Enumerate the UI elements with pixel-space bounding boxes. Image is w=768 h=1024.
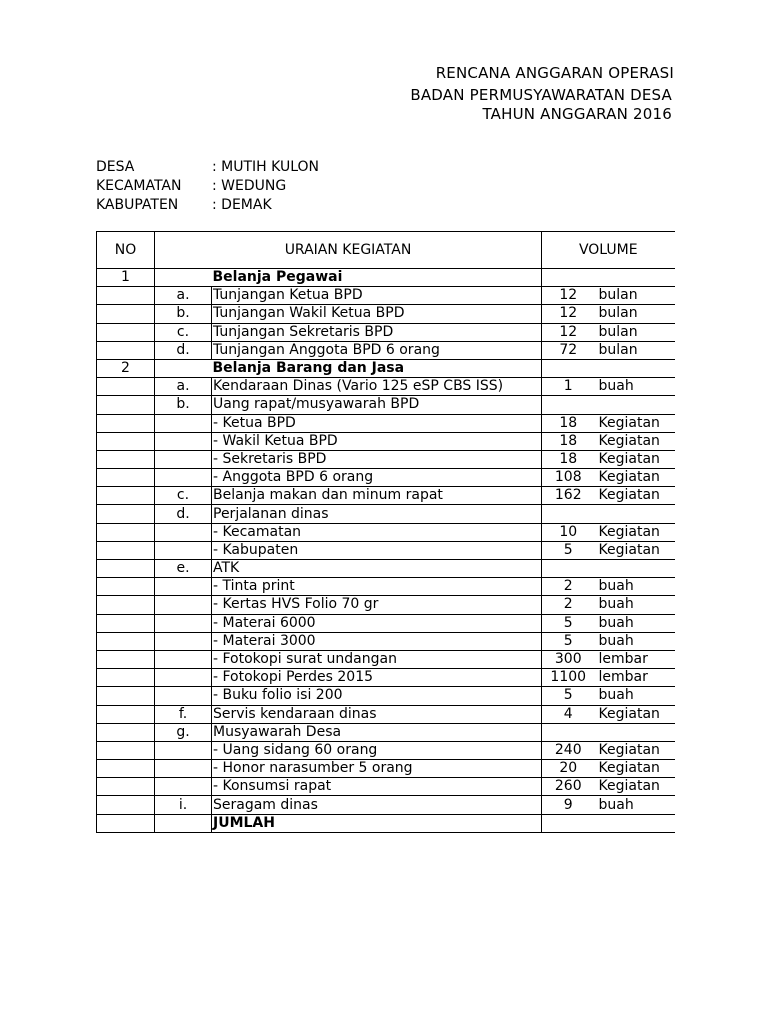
cell-sub: a.	[155, 378, 212, 396]
cell-no	[97, 469, 155, 487]
cell-no	[97, 760, 155, 778]
info-label: KABUPATEN	[96, 197, 179, 213]
info-value: : DEMAK	[212, 197, 272, 213]
cell-no	[97, 669, 155, 687]
cell-no	[97, 723, 155, 741]
title-line-1: RENCANA ANGGARAN OPERASI	[435, 64, 674, 82]
cell-desc: Kendaraan Dinas (Vario 125 eSP CBS ISS)	[212, 378, 542, 396]
cell-qty: 72	[542, 341, 595, 359]
cell-no: 1	[97, 269, 155, 287]
cell-no	[97, 778, 155, 796]
cell-sub	[155, 541, 212, 559]
cell-desc: - Ketua BPD	[212, 414, 542, 432]
cell-unit: buah	[595, 796, 675, 814]
budget-table	[96, 231, 675, 833]
cell-unit: Kegiatan	[595, 778, 675, 796]
cell-sub	[155, 650, 212, 668]
cell-sub: c.	[155, 323, 212, 341]
cell-no	[97, 705, 155, 723]
cell-qty: 108	[542, 469, 595, 487]
info-label: KECAMATAN	[96, 178, 182, 194]
cell-unit: buah	[595, 378, 675, 396]
cell-unit: Kegiatan	[595, 760, 675, 778]
cell-qty	[542, 505, 595, 523]
cell-desc: Belanja Pegawai	[212, 269, 542, 287]
table-row	[97, 705, 675, 723]
table-row	[97, 723, 675, 741]
cell-sub	[155, 414, 212, 432]
cell-qty: 18	[542, 414, 595, 432]
cell-unit: buah	[595, 614, 675, 632]
cell-qty: 162	[542, 487, 595, 505]
cell-unit: bulan	[595, 305, 675, 323]
cell-sub	[155, 760, 212, 778]
cell-desc: Uang rapat/musyawarah BPD	[212, 396, 542, 414]
cell-no	[97, 378, 155, 396]
table-row	[97, 650, 675, 668]
cell-sub: d.	[155, 505, 212, 523]
cell-desc: Musyawarah Desa	[212, 723, 542, 741]
info-value: : MUTIH KULON	[212, 159, 319, 175]
cell-desc: Tunjangan Sekretaris BPD	[212, 323, 542, 341]
cell-desc: Belanja Barang dan Jasa	[212, 359, 542, 377]
table-row	[97, 378, 675, 396]
table-header-row	[97, 232, 675, 269]
cell-qty: 240	[542, 741, 595, 759]
info-value: : WEDUNG	[212, 178, 287, 194]
cell-sub: b.	[155, 305, 212, 323]
cell-sub	[155, 269, 212, 287]
table-row	[97, 323, 675, 341]
cell-qty: 5	[542, 687, 595, 705]
cell-no: 2	[97, 359, 155, 377]
cell-no	[97, 632, 155, 650]
cell-desc: - Wakil Ketua BPD	[212, 432, 542, 450]
cell-qty: 4	[542, 705, 595, 723]
table-row	[97, 669, 675, 687]
cell-sub: a.	[155, 287, 212, 305]
cell-no	[97, 578, 155, 596]
cell-sub: c.	[155, 487, 212, 505]
cell-no	[97, 305, 155, 323]
cell-no	[97, 687, 155, 705]
cell-desc: Servis kendaraan dinas	[212, 705, 542, 723]
cell-desc: - Tinta print	[212, 578, 542, 596]
cell-qty: 5	[542, 614, 595, 632]
cell-unit	[595, 723, 675, 741]
info-row-kabupaten	[96, 197, 272, 213]
cell-desc: - Materai 6000	[212, 614, 542, 632]
cell-qty: 12	[542, 305, 595, 323]
cell-no	[97, 650, 155, 668]
cell-qty: 260	[542, 778, 595, 796]
cell-unit	[595, 396, 675, 414]
table-row	[97, 269, 675, 287]
cell-no	[97, 414, 155, 432]
cell-unit: bulan	[595, 287, 675, 305]
cell-qty: 2	[542, 596, 595, 614]
cell-no	[97, 323, 155, 341]
cell-unit: Kegiatan	[595, 432, 675, 450]
cell-desc: Belanja makan dan minum rapat	[212, 487, 542, 505]
table-row	[97, 396, 675, 414]
cell-unit: Kegiatan	[595, 705, 675, 723]
cell-desc: Tunjangan Ketua BPD	[212, 287, 542, 305]
cell-qty	[542, 560, 595, 578]
table-row	[97, 450, 675, 468]
info-label: DESA	[96, 159, 135, 175]
cell-sub: f.	[155, 705, 212, 723]
cell-no	[97, 541, 155, 559]
cell-unit: buah	[595, 687, 675, 705]
cell-unit: buah	[595, 578, 675, 596]
table-row	[97, 541, 675, 559]
cell-no	[97, 741, 155, 759]
header-volume: VOLUME	[542, 232, 675, 269]
table-row	[97, 578, 675, 596]
cell-sub	[155, 687, 212, 705]
cell-sub: d.	[155, 341, 212, 359]
cell-desc: - Fotokopi surat undangan	[212, 650, 542, 668]
cell-no	[97, 287, 155, 305]
cell-desc: - Fotokopi Perdes 2015	[212, 669, 542, 687]
cell-no	[97, 396, 155, 414]
cell-unit: Kegiatan	[595, 450, 675, 468]
cell-qty: 9	[542, 796, 595, 814]
cell-qty	[542, 396, 595, 414]
cell-no	[97, 341, 155, 359]
cell-no	[97, 523, 155, 541]
cell-sub	[155, 632, 212, 650]
cell-volume	[542, 359, 675, 377]
cell-desc: Perjalanan dinas	[212, 505, 542, 523]
cell-volume	[542, 269, 675, 287]
cell-sub: g.	[155, 723, 212, 741]
table-row	[97, 778, 675, 796]
cell-desc: - Kertas HVS Folio 70 gr	[212, 596, 542, 614]
cell-volume	[542, 814, 675, 832]
cell-unit: Kegiatan	[595, 469, 675, 487]
cell-unit: buah	[595, 596, 675, 614]
cell-desc: Tunjangan Wakil Ketua BPD	[212, 305, 542, 323]
cell-unit: Kegiatan	[595, 414, 675, 432]
cell-unit: lembar	[595, 650, 675, 668]
table-row	[97, 614, 675, 632]
cell-qty: 18	[542, 450, 595, 468]
cell-no	[97, 814, 155, 832]
cell-unit	[595, 560, 675, 578]
cell-sub	[155, 450, 212, 468]
cell-desc: Seragam dinas	[212, 796, 542, 814]
cell-unit: Kegiatan	[595, 541, 675, 559]
cell-sub: b.	[155, 396, 212, 414]
cell-qty: 20	[542, 760, 595, 778]
cell-desc: - Kecamatan	[212, 523, 542, 541]
table-row	[97, 287, 675, 305]
cell-unit: buah	[595, 632, 675, 650]
table-row	[97, 505, 675, 523]
cell-no	[97, 614, 155, 632]
cell-qty: 12	[542, 287, 595, 305]
cell-unit: Kegiatan	[595, 741, 675, 759]
cell-qty: 2	[542, 578, 595, 596]
cell-desc: - Anggota BPD 6 orang	[212, 469, 542, 487]
cell-sub	[155, 469, 212, 487]
title-line-3: TAHUN ANGGARAN 2016	[482, 105, 672, 123]
cell-no	[97, 596, 155, 614]
cell-qty: 300	[542, 650, 595, 668]
cell-qty: 5	[542, 541, 595, 559]
cell-qty	[542, 723, 595, 741]
table-row	[97, 523, 675, 541]
cell-desc: Tunjangan Anggota BPD 6 orang	[212, 341, 542, 359]
table-row	[97, 760, 675, 778]
cell-sub	[155, 432, 212, 450]
cell-unit: bulan	[595, 341, 675, 359]
cell-unit: lembar	[595, 669, 675, 687]
cell-unit: bulan	[595, 323, 675, 341]
cell-desc: - Konsumsi rapat	[212, 778, 542, 796]
cell-no	[97, 432, 155, 450]
cell-desc: - Materai 3000	[212, 632, 542, 650]
cell-sub	[155, 578, 212, 596]
table-row	[97, 814, 675, 832]
cell-no	[97, 560, 155, 578]
cell-desc: - Uang sidang 60 orang	[212, 741, 542, 759]
cell-unit	[595, 505, 675, 523]
cell-no	[97, 450, 155, 468]
header-uraian: URAIAN KEGIATAN	[155, 232, 542, 269]
table-row	[97, 359, 675, 377]
header-no: NO	[97, 232, 155, 269]
cell-desc: ATK	[212, 560, 542, 578]
cell-qty: 10	[542, 523, 595, 541]
table-row	[97, 414, 675, 432]
cell-desc: - Kabupaten	[212, 541, 542, 559]
cell-total-label: JUMLAH	[212, 814, 542, 832]
cell-desc: - Sekretaris BPD	[212, 450, 542, 468]
cell-desc: - Buku folio isi 200	[212, 687, 542, 705]
cell-qty: 1	[542, 378, 595, 396]
table-row	[97, 305, 675, 323]
cell-sub	[155, 814, 212, 832]
cell-sub	[155, 523, 212, 541]
table-row	[97, 687, 675, 705]
table-row	[97, 796, 675, 814]
cell-qty: 18	[542, 432, 595, 450]
cell-no	[97, 487, 155, 505]
cell-no	[97, 796, 155, 814]
cell-sub: i.	[155, 796, 212, 814]
table-row	[97, 487, 675, 505]
cell-sub: e.	[155, 560, 212, 578]
table-row	[97, 432, 675, 450]
cell-sub	[155, 596, 212, 614]
table-row	[97, 469, 675, 487]
cell-sub	[155, 614, 212, 632]
cell-sub	[155, 669, 212, 687]
cell-qty: 12	[542, 323, 595, 341]
table-row	[97, 560, 675, 578]
cell-no	[97, 505, 155, 523]
cell-sub	[155, 359, 212, 377]
table-row	[97, 741, 675, 759]
cell-desc: - Honor narasumber 5 orang	[212, 760, 542, 778]
cell-unit: Kegiatan	[595, 487, 675, 505]
cell-sub	[155, 741, 212, 759]
table-row	[97, 596, 675, 614]
table-row	[97, 341, 675, 359]
table-row	[97, 632, 675, 650]
cell-unit: Kegiatan	[595, 523, 675, 541]
cell-qty: 5	[542, 632, 595, 650]
info-row-kecamatan	[96, 178, 286, 194]
info-row-desa	[96, 159, 319, 175]
cell-sub	[155, 778, 212, 796]
cell-qty: 1100	[542, 669, 595, 687]
title-line-2: BADAN PERMUSYAWARATAN DESA	[410, 86, 672, 104]
